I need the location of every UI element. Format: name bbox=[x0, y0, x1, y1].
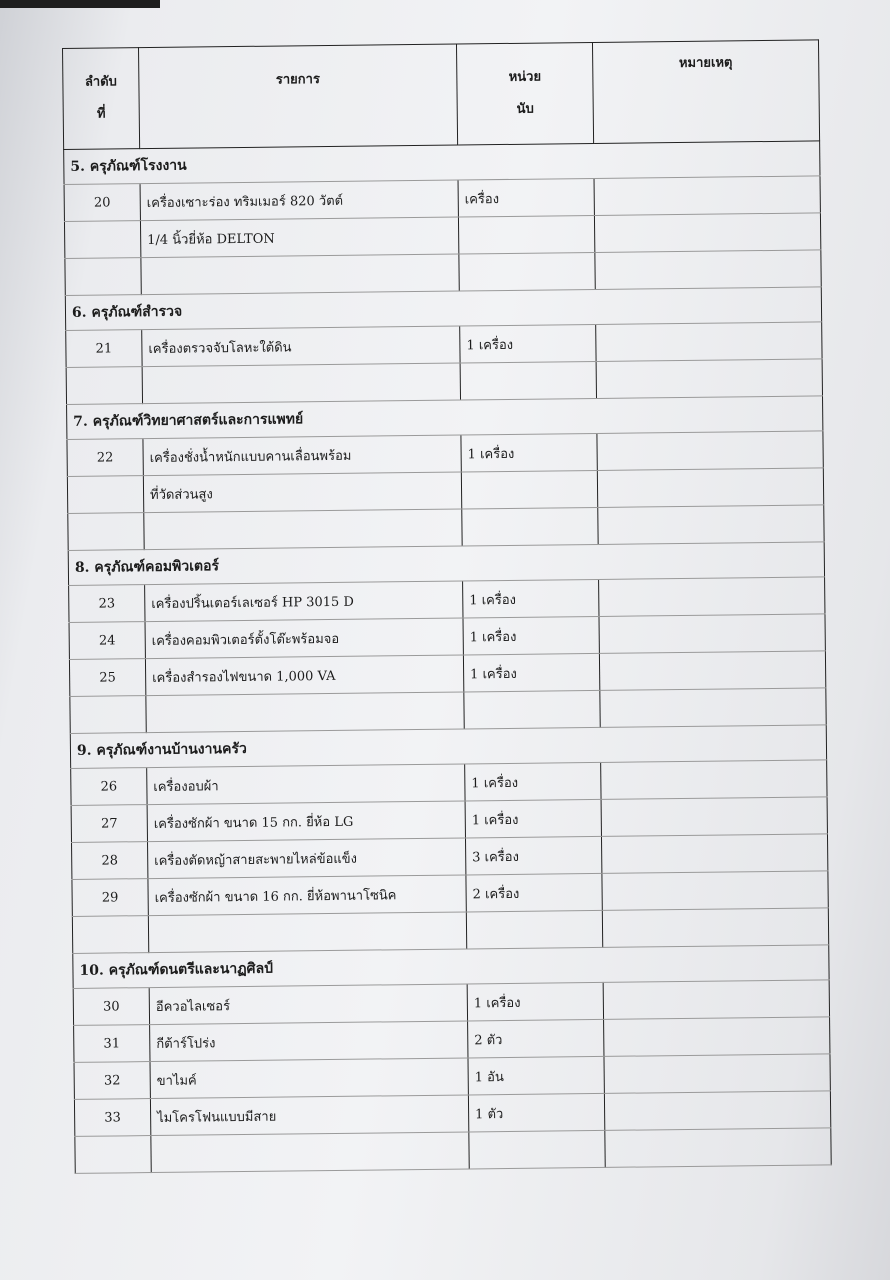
section-title: 9. ครุภัณฑ์งานบ้านงานครัว bbox=[70, 725, 826, 769]
row-unit-cell: 1 อัน bbox=[468, 1056, 604, 1095]
row-item-cell: เครื่องอบผ้า bbox=[147, 764, 465, 805]
row-unit-cell: 3 เครื่อง bbox=[465, 836, 601, 875]
row-number-cell: 21 bbox=[66, 330, 142, 368]
section-title: 5. ครุภัณฑ์โรงงาน bbox=[64, 141, 820, 185]
row-note-cell bbox=[602, 908, 828, 948]
row-item-cell: เครื่องตรวจจับโลหะใต้ดิน bbox=[142, 326, 460, 367]
header-unit bbox=[456, 42, 593, 145]
row-number-cell: 24 bbox=[69, 622, 145, 660]
row-unit-cell: 1 เครื่อง bbox=[465, 762, 601, 801]
section-title: 10. ครุภัณฑ์ดนตรีและนาฏศิลป์ bbox=[73, 945, 829, 989]
header-note: หมายเหตุ bbox=[592, 40, 819, 144]
row-item-cell: เครื่องเซาะร่อง ทริมเมอร์ 820 วัตต์ bbox=[140, 180, 458, 221]
section-title: 7. ครุภัณฑ์วิทยาศาสตร์และการแพทย์ bbox=[67, 396, 823, 440]
row-note-cell bbox=[595, 250, 821, 290]
row-note-cell bbox=[602, 871, 828, 911]
equipment-table bbox=[62, 39, 832, 1174]
header-unit-line1: หน่วย bbox=[508, 69, 542, 85]
row-unit-cell: 2 ตัว bbox=[468, 1019, 604, 1058]
row-item-cell: เครื่องซักผ้า ขนาด 16 กก. ยี่ห้อพานาโซนิค bbox=[148, 875, 466, 916]
row-unit-cell: 1 เครื่อง bbox=[463, 579, 599, 618]
row-item-cell: ไมโครโฟนแบบมีสาย bbox=[150, 1095, 468, 1136]
row-note-cell bbox=[604, 1091, 830, 1131]
document bbox=[62, 39, 831, 1174]
row-item-cell: เครื่องคอมพิวเตอร์ตั้งโต๊ะพร้อมจอ bbox=[145, 618, 463, 659]
row-note-cell bbox=[594, 213, 820, 253]
row-unit-cell bbox=[460, 361, 596, 400]
row-note-cell bbox=[597, 468, 823, 508]
section-title: 8. ครุภัณฑ์คอมพิวเตอร์ bbox=[68, 542, 824, 586]
row-number-cell: 27 bbox=[71, 805, 147, 843]
row-number-cell: 29 bbox=[72, 879, 148, 917]
row-note-cell bbox=[601, 760, 827, 800]
row-note-cell bbox=[594, 176, 820, 216]
row-unit-cell bbox=[469, 1130, 605, 1169]
row-number-cell: 33 bbox=[74, 1099, 150, 1137]
row-item-cell: กีต้าร์โปร่ง bbox=[150, 1021, 468, 1062]
row-note-cell bbox=[600, 688, 826, 728]
row-note-cell bbox=[604, 1054, 830, 1094]
header-number bbox=[63, 48, 140, 150]
section-title: 6. ครุภัณฑ์สำรวจ bbox=[65, 287, 821, 331]
row-item-cell bbox=[144, 509, 462, 550]
row-number-cell: 31 bbox=[74, 1025, 150, 1063]
row-note-cell bbox=[599, 577, 825, 617]
row-note-cell bbox=[599, 651, 825, 691]
row-unit-cell bbox=[459, 252, 595, 291]
row-number-cell bbox=[70, 696, 146, 734]
row-unit-cell: 1 ตัว bbox=[468, 1093, 604, 1132]
row-number-cell: 26 bbox=[71, 768, 147, 806]
row-unit-cell bbox=[464, 690, 600, 729]
row-note-cell bbox=[604, 1017, 830, 1057]
table-body bbox=[64, 141, 832, 1174]
row-unit-cell: เครื่อง bbox=[458, 178, 594, 217]
row-number-cell bbox=[75, 1136, 151, 1174]
row-unit-cell bbox=[462, 507, 598, 546]
row-unit-cell: 1 เครื่อง bbox=[467, 982, 603, 1021]
row-note-cell bbox=[597, 431, 823, 471]
row-unit-cell: 1 เครื่อง bbox=[460, 324, 596, 363]
row-number-cell bbox=[65, 258, 141, 296]
row-unit-cell bbox=[461, 470, 597, 509]
row-item-cell: เครื่องสำรองไฟขนาด 1,000 VA bbox=[145, 655, 463, 696]
row-item-cell bbox=[146, 692, 464, 733]
row-item-cell bbox=[151, 1132, 469, 1173]
row-note-cell bbox=[598, 505, 824, 545]
row-unit-cell: 1 เครื่อง bbox=[463, 653, 599, 692]
row-note-cell bbox=[605, 1128, 831, 1168]
row-number-cell: 20 bbox=[64, 184, 140, 222]
row-item-cell bbox=[148, 912, 466, 953]
row-unit-cell: 1 เครื่อง bbox=[463, 616, 599, 655]
row-item-cell: เครื่องปริ้นเตอร์เลเซอร์ HP 3015 D bbox=[145, 581, 463, 622]
row-unit-cell bbox=[466, 910, 602, 949]
row-unit-cell: 1 เครื่อง bbox=[465, 799, 601, 838]
table-header bbox=[63, 40, 820, 150]
row-unit-cell bbox=[458, 215, 594, 254]
row-unit-cell: 1 เครื่อง bbox=[461, 433, 597, 472]
row-number-cell bbox=[64, 221, 140, 259]
header-number-line2: ที่ bbox=[96, 106, 106, 122]
row-item-cell bbox=[141, 254, 459, 295]
row-note-cell bbox=[601, 834, 827, 874]
row-number-cell: 32 bbox=[74, 1062, 150, 1100]
row-number-cell bbox=[67, 476, 143, 514]
row-number-cell: 23 bbox=[69, 585, 145, 623]
table-row bbox=[75, 1128, 831, 1174]
row-note-cell bbox=[596, 322, 822, 362]
row-item-cell: เครื่องซักผ้า ขนาด 15 กก. ยี่ห้อ LG bbox=[147, 801, 465, 842]
row-number-cell bbox=[68, 513, 144, 551]
row-number-cell bbox=[66, 367, 142, 405]
row-note-cell bbox=[603, 980, 829, 1020]
row-item-cell bbox=[142, 363, 460, 404]
row-number-cell: 30 bbox=[73, 988, 149, 1026]
row-number-cell: 28 bbox=[72, 842, 148, 880]
row-item-cell: เครื่องตัดหญ้าสายสะพายไหล่ข้อแข็ง bbox=[148, 838, 466, 879]
row-note-cell bbox=[601, 797, 827, 837]
scanner-edge bbox=[0, 0, 160, 8]
row-note-cell bbox=[599, 614, 825, 654]
row-item-cell: ที่วัดส่วนสูง bbox=[143, 472, 461, 513]
header-number-line1: ลำดับ bbox=[84, 74, 117, 90]
row-item-cell: อีควอไลเซอร์ bbox=[149, 984, 467, 1025]
row-number-cell: 25 bbox=[69, 659, 145, 697]
row-item-cell: เครื่องชั่งน้ำหนักแบบคานเลื่อนพร้อม bbox=[143, 435, 461, 476]
header-unit-line2: นับ bbox=[516, 101, 534, 117]
row-item-cell: ขาไมค์ bbox=[150, 1058, 468, 1099]
header-item: รายการ bbox=[139, 44, 458, 149]
row-unit-cell: 2 เครื่อง bbox=[466, 873, 602, 912]
row-item-cell: 1/4 นิ้วยี่ห้อ DELTON bbox=[140, 217, 458, 258]
row-number-cell: 22 bbox=[67, 439, 143, 477]
row-number-cell bbox=[72, 916, 148, 954]
row-note-cell bbox=[596, 359, 822, 399]
